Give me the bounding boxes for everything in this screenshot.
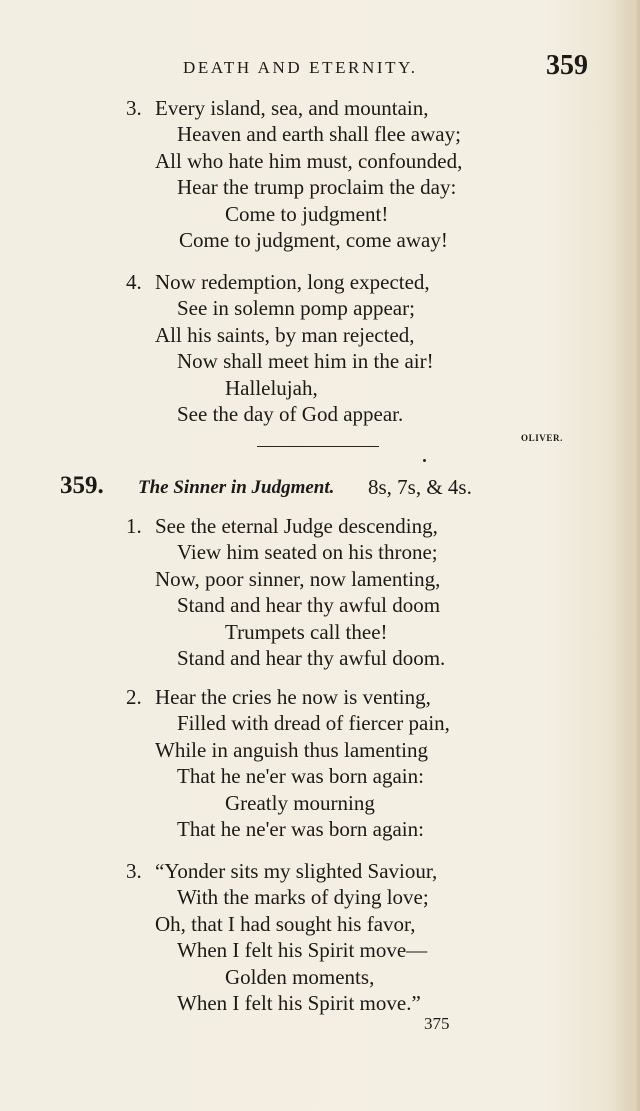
tune-name: OLIVER.: [521, 433, 563, 443]
verse-line: Now redemption, long expected,: [155, 270, 430, 294]
hymn-number: 359.: [60, 472, 104, 499]
hymn-meter: 8s, 7s, & 4s.: [368, 475, 472, 499]
verse-line: All his saints, by man rejected,: [155, 323, 415, 347]
verse-line: That he ne'er was born again:: [177, 764, 424, 788]
verse-line: All who hate him must, confounded,: [155, 149, 463, 173]
verse-line: Hear the cries he now is venting,: [155, 685, 431, 709]
stanza-number: 1.: [126, 514, 142, 538]
verse-line: Now shall meet him in the air!: [177, 349, 434, 373]
verse-line: Oh, that I had sought his favor,: [155, 912, 416, 936]
verse-line: Greatly mourning: [225, 791, 375, 815]
verse-line: View him seated on his throne;: [177, 540, 438, 564]
verse-line: Come to judgment, come away!: [179, 228, 448, 252]
print-speck: [423, 459, 426, 462]
hymn-heading: [0, 472, 640, 506]
verse-line: See the eternal Judge descending,: [155, 514, 438, 538]
verse-line: Stand and hear thy awful doom.: [177, 646, 446, 670]
verse-line: “Yonder sits my slighted Saviour,: [155, 859, 438, 883]
verse-line: Heaven and earth shall flee away;: [177, 122, 461, 146]
section-divider: [257, 446, 379, 447]
verse-line: Every island, sea, and mountain,: [155, 96, 429, 120]
stanza-number: 3.: [126, 96, 142, 120]
verse-line: Now, poor sinner, now lamenting,: [155, 567, 441, 591]
stanza-number: 2.: [126, 685, 142, 709]
verse-line: That he ne'er was born again:: [177, 817, 424, 841]
verse-line: Hear the trump proclaim the day:: [177, 175, 457, 199]
verse-line: Golden moments,: [225, 965, 375, 989]
verse-line: While in anguish thus lamenting: [155, 738, 428, 762]
verse-line: When I felt his Spirit move.”: [177, 991, 421, 1015]
stanza-number: 3.: [126, 859, 142, 883]
page-edge: [634, 0, 640, 1111]
verse-line: With the marks of dying love;: [177, 885, 429, 909]
verse-line: Come to judgment!: [225, 202, 389, 226]
page-number: 359: [546, 50, 588, 81]
verse-line: See in solemn pomp appear;: [177, 296, 415, 320]
verse-line: Filled with dread of fiercer pain,: [177, 711, 450, 735]
verse-line: See the day of God appear.: [177, 402, 404, 426]
verse-line: Hallelujah,: [225, 376, 318, 400]
verse-line: When I felt his Spirit move—: [177, 938, 428, 962]
signature-number: 375: [424, 1014, 450, 1033]
running-head: [0, 50, 640, 86]
running-title: DEATH AND ETERNITY.: [183, 58, 418, 77]
hymn-title: The Sinner in Judgment.: [138, 477, 335, 498]
verse-line: Trumpets call thee!: [225, 620, 388, 644]
stanza-number: 4.: [126, 270, 142, 294]
verse-line: Stand and hear thy awful doom: [177, 593, 441, 617]
